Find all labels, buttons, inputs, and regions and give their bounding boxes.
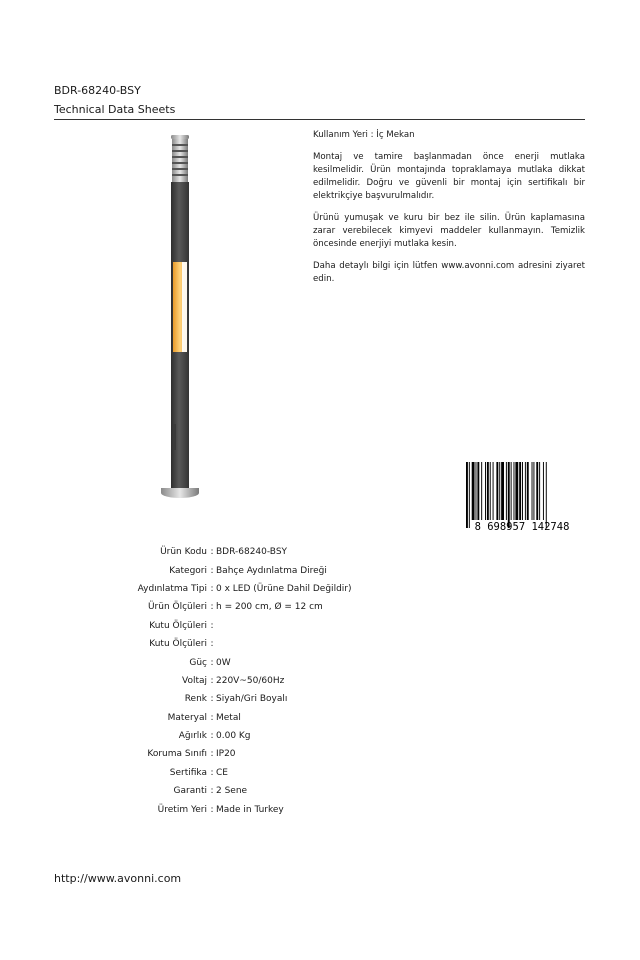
spec-value: 0 x LED (Ürüne Dahil Değildir) (216, 583, 352, 594)
spec-label: Garanti (173, 786, 207, 797)
spec-row (0, 561, 640, 579)
spec-value: 0.00 Kg (216, 731, 251, 742)
spec-separator: : (210, 547, 214, 558)
spec-row (0, 635, 640, 653)
spec-separator: : (210, 565, 214, 576)
spec-value: Siyah/Gri Boyalı (216, 694, 288, 705)
spec-separator: : (210, 694, 214, 705)
spec-row (0, 800, 640, 818)
spec-label: Koruma Sınıfı (147, 749, 207, 760)
spec-separator: : (210, 657, 214, 668)
spec-label: Ağırlık (178, 731, 207, 742)
info-block (313, 129, 585, 286)
spec-label: Ürün Ölçüleri (147, 602, 207, 613)
spec-row (0, 543, 640, 561)
spec-row (0, 709, 640, 727)
header-product-code: BDR-68240-BSY (54, 84, 141, 97)
spec-value: IP20 (216, 749, 236, 760)
spec-label: Ürün Kodu (160, 547, 207, 558)
spec-row (0, 672, 640, 690)
spec-label: Materyal (167, 712, 207, 723)
spec-row (0, 653, 640, 671)
spec-separator: : (210, 712, 214, 723)
spec-separator: : (210, 786, 214, 797)
spec-label: Aydınlatma Tipi (137, 583, 207, 594)
spec-label: Üretim Yeri (157, 804, 207, 815)
spec-separator: : (210, 767, 214, 778)
spec-value: Bahçe Aydınlatma Direği (216, 565, 327, 576)
spec-value: h = 200 cm, Ø = 12 cm (216, 602, 323, 613)
spec-label: Voltaj (181, 675, 207, 686)
spec-label: Renk (184, 694, 207, 705)
header-divider (54, 119, 585, 120)
header-subtitle: Technical Data Sheets (54, 103, 176, 116)
spec-separator: : (210, 583, 214, 594)
spec-separator: : (210, 731, 214, 742)
info-paragraph-cleaning: Ürünü yumuşak ve kuru bir bez ile silin. Ürün kaplamasına zarar verebilecek kimyevi maddeler kullanmayın. Temizlik öncesinde enerjiyi mutlaka kesin. (313, 213, 585, 249)
spec-row (0, 598, 640, 616)
spec-value: Made in Turkey (216, 804, 284, 815)
spec-separator: : (210, 749, 214, 760)
spec-separator: : (210, 620, 214, 631)
barcode-digits: 8 698957 142748 (474, 521, 570, 532)
info-paragraph-installation: Montaj ve tamire başlanmadan önce enerji mutlaka kesilmelidir. Ürün montajında topraklamaya mutlaka dikkat edilmelidir. Doğru ve güvenli bir montaj için sertifikalı bir elektrikçiye başvurulmalıdır. (313, 152, 585, 201)
spec-value: 220V~50/60Hz (216, 675, 285, 686)
spec-label: Kutu Ölçüleri (149, 639, 207, 650)
spec-separator: : (210, 639, 214, 650)
spec-row (0, 690, 640, 708)
spec-label: Sertifika (169, 767, 207, 778)
spec-row (0, 782, 640, 800)
spec-row (0, 580, 640, 598)
product-image (150, 132, 210, 502)
spec-row (0, 727, 640, 745)
spec-separator: : (210, 602, 214, 613)
spec-value: BDR-68240-BSY (216, 547, 288, 558)
spec-value: Metal (216, 712, 241, 723)
spec-row (0, 764, 640, 782)
spec-row (0, 745, 640, 763)
usage-location: Kullanım Yeri : İç Mekan (313, 130, 415, 140)
spec-row (0, 617, 640, 635)
spec-value: CE (216, 767, 228, 778)
spec-label: Güç (189, 657, 207, 668)
spec-separator: : (210, 804, 214, 815)
barcode (458, 462, 586, 532)
spec-label: Kutu Ölçüleri (149, 620, 207, 631)
spec-value: 0W (216, 657, 231, 668)
spec-table (0, 543, 640, 819)
spec-value: 2 Sene (216, 786, 248, 797)
footer-url[interactable]: http://www.avonni.com (54, 872, 182, 885)
spec-label: Kategori (169, 565, 207, 576)
info-paragraph-website: Daha detaylı bilgi için lütfen www.avonni.com adresini ziyaret edin. (313, 261, 585, 284)
spec-separator: : (210, 675, 214, 686)
